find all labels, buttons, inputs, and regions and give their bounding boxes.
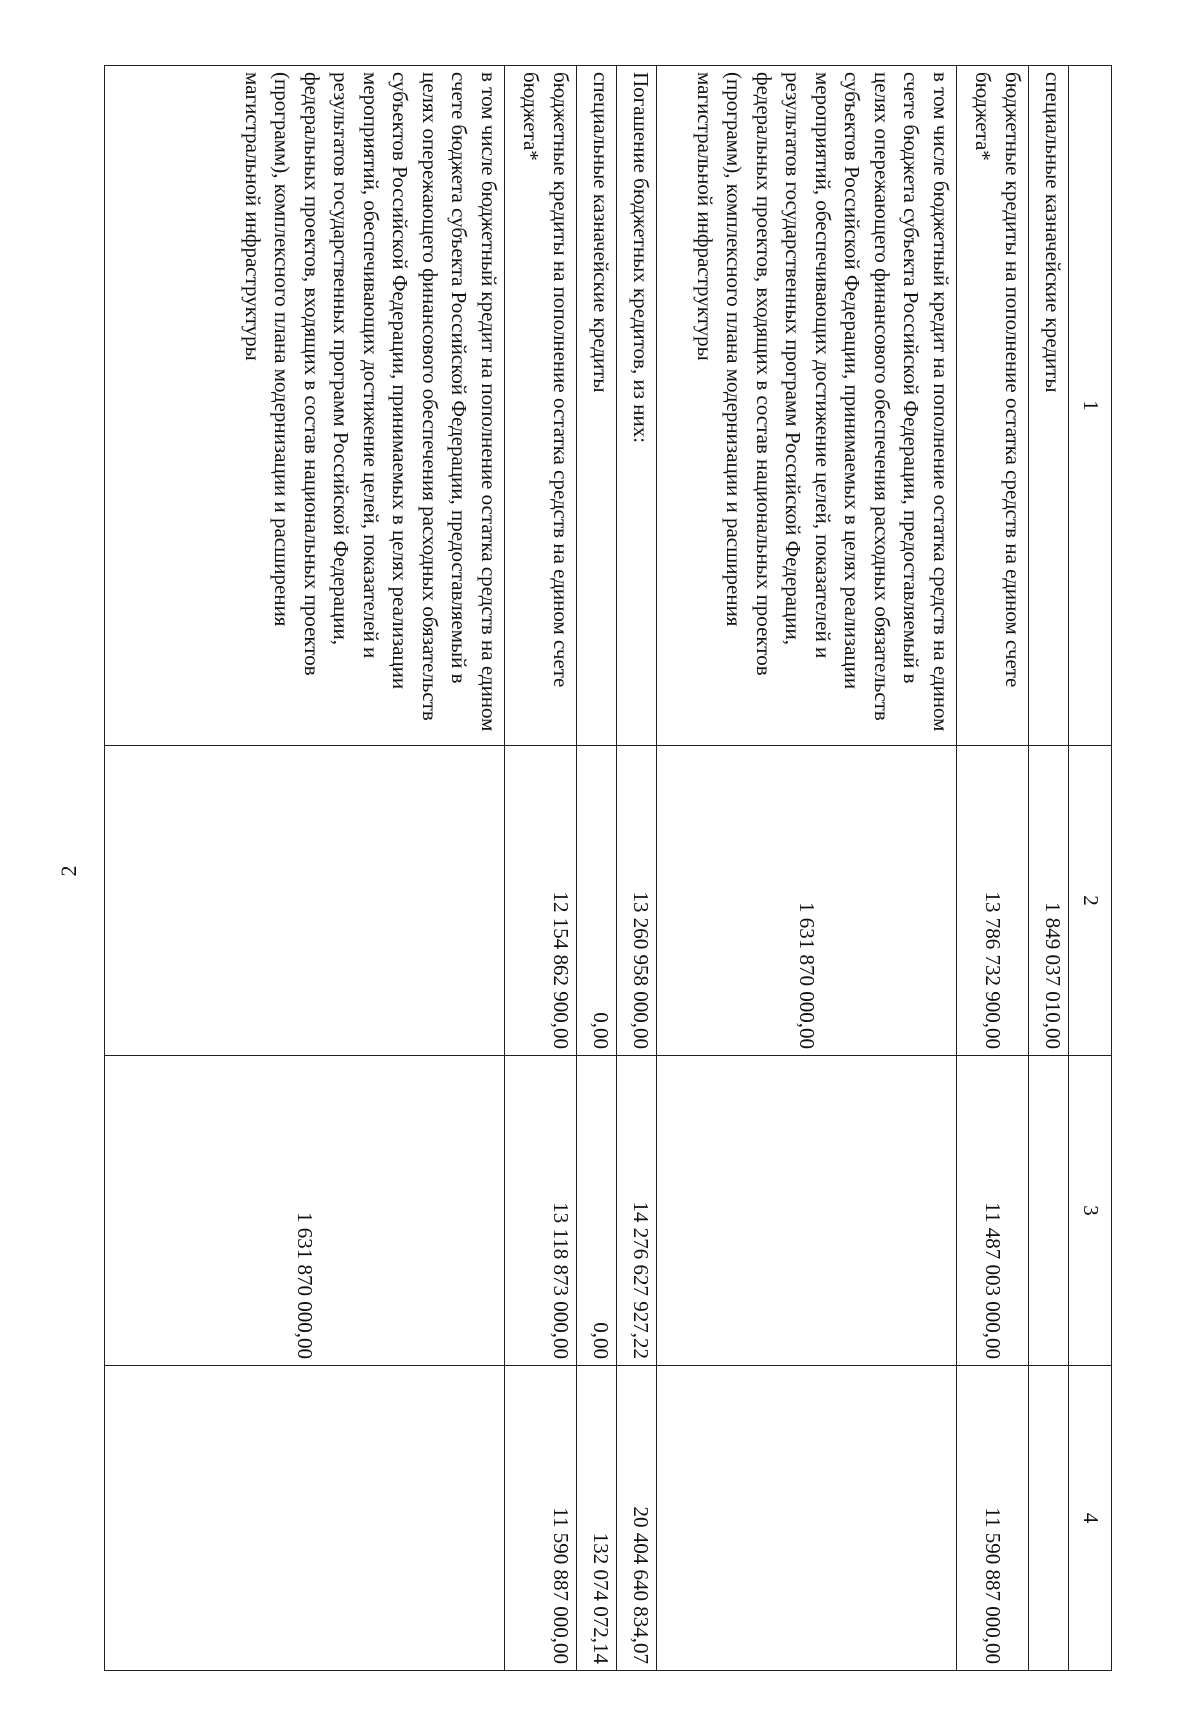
table-row: [617, 66, 657, 1671]
value-cell: 1 631 870 000,00: [657, 746, 957, 1056]
header-cell-1: 1: [1069, 66, 1112, 746]
page-number: 2: [56, 865, 81, 877]
table-row: [105, 66, 505, 1671]
row-label: в том числе бюджетный кредит на пополнение остатка средств на едином счете бюджета субъекта Российской Федерации, предоставляемый в целях опережающего финансового обеспечения расходных обязательств субъектов Российской Федерации, принимаемых в целях реализации мероприятий, обеспечивающих достижение целей, показателей и результатов государственных программ Российской Федерации, федеральных проектов, входящих в состав национальных проектов (программ), комплексного плана модернизации и расширения магистральной инфраструктуры: [105, 66, 505, 746]
value-cell: 11 590 887 000,00: [505, 1366, 577, 1671]
value-cell: [1029, 1366, 1069, 1671]
value-cell: [105, 1366, 505, 1671]
value-cell: 11 590 887 000,00: [957, 1366, 1029, 1671]
table-header-row: [1069, 66, 1112, 1671]
row-label: Погашение бюджетных кредитов, из них:: [617, 66, 657, 746]
value-cell: [105, 746, 505, 1056]
header-cell-2: 2: [1069, 746, 1112, 1056]
budget-table-wrapper: [104, 65, 1112, 1670]
table-row: [657, 66, 957, 1671]
value-cell: [657, 1366, 957, 1671]
row-label: специальные казначейские кредиты: [577, 66, 617, 746]
row-label: бюджетные кредиты на пополнение остатка средств на едином счете бюджета*: [957, 66, 1029, 746]
value-cell: 13 260 958 000,00: [617, 746, 657, 1056]
value-cell: 0,00: [577, 746, 617, 1056]
value-cell: 12 154 862 900,00: [505, 746, 577, 1056]
value-cell: 13 786 732 900,00: [957, 746, 1029, 1056]
header-cell-3: 3: [1069, 1056, 1112, 1366]
value-cell: 1 631 870 000,00: [105, 1056, 505, 1366]
table-row: [1029, 66, 1069, 1671]
value-cell: 14 276 627 927,22: [617, 1056, 657, 1366]
value-cell: 11 487 003 000,00: [957, 1056, 1029, 1366]
value-cell: [1029, 1056, 1069, 1366]
table-row: [505, 66, 577, 1671]
value-cell: [657, 1056, 957, 1366]
budget-credits-table: [104, 65, 1112, 1671]
table-row: [957, 66, 1029, 1671]
value-cell: 132 074 072,14: [577, 1366, 617, 1671]
value-cell: 13 118 873 000,00: [505, 1056, 577, 1366]
value-cell: 1 849 037 010,00: [1029, 746, 1069, 1056]
value-cell: 20 404 640 834,07: [617, 1366, 657, 1671]
header-cell-4: 4: [1069, 1366, 1112, 1671]
value-cell: 0,00: [577, 1056, 617, 1366]
row-label: бюджетные кредиты на пополнение остатка средств на едином счете бюджета*: [505, 66, 577, 746]
row-label: в том числе бюджетный кредит на пополнение остатка средств на едином счете бюджета субъекта Российской Федерации, предоставляемый в целях опережающего финансового обеспечения расходных обязательств субъектов Российской Федерации, принимаемых в целях реализации мероприятий, обеспечивающих достижение целей, показателей и результатов государственных программ Российской Федерации, федеральных проектов, входящих в состав национальных проектов (программ), комплексного плана модернизации и расширения магистральной инфраструктуры: [657, 66, 957, 746]
table-row: [577, 66, 617, 1671]
row-label: специальные казначейские кредиты: [1029, 66, 1069, 746]
